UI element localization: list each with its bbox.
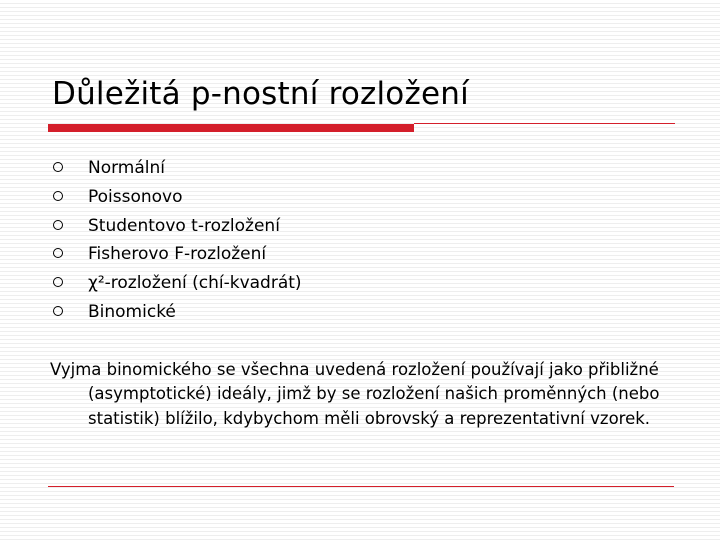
circle-bullet-icon (53, 162, 63, 172)
circle-bullet-icon (53, 220, 63, 230)
bullet-text: Fisherovo F-rozložení (88, 244, 267, 265)
title-underline-thick (48, 124, 414, 132)
circle-bullet-icon (53, 277, 63, 287)
body-paragraph: Vyjma binomického se všechna uvedená rozložení používají jako přibližné (asymptotické) ideály, jimž by se rozložení našich proměnných (nebo statistik) blížilo, kdybychom měli obrovský a reprezentativní vzorek. (50, 360, 660, 428)
circle-bullet-icon (53, 306, 63, 316)
bullet-text: χ²-rozložení (chí-kvadrát) (88, 273, 302, 294)
footer-divider (48, 486, 674, 487)
bullet-text: Poissonovo (88, 186, 183, 207)
circle-bullet-icon (53, 191, 63, 201)
bullet-text: Normální (88, 158, 166, 178)
title-underline-thin (414, 123, 675, 124)
circle-bullet-icon (53, 248, 63, 258)
bullet-text: Studentovo t-rozložení (88, 215, 280, 236)
slide-title: Důležitá p-nostní rozložení (52, 76, 469, 112)
bullet-text: Binomické (88, 301, 176, 322)
